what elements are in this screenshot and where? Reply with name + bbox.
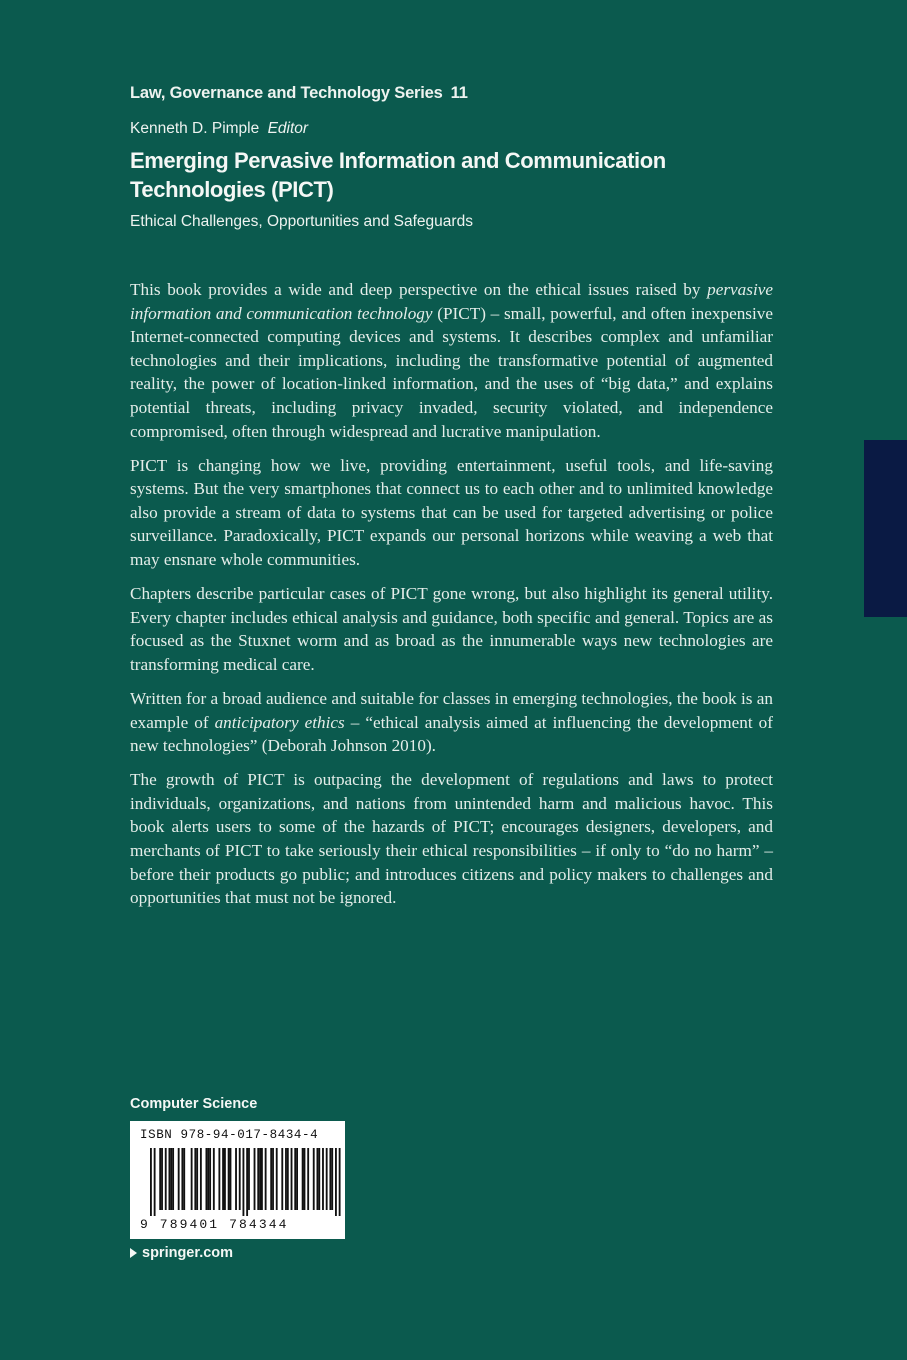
- barcode-bar: [307, 1148, 309, 1210]
- barcode-bar: [170, 1148, 172, 1210]
- barcode-bar: [239, 1148, 241, 1210]
- blurb-paragraph-1: This book provides a wide and deep perspective on the ethical issues raised by pervasive information and communication technology (PICT) – small, powerful, and often inexpensive Internet-connected computing devices and systems. It describes complex and unfamiliar technologies and their implications, including the transformative potential of augmented reality, the power of location-linked information, and the uses of “big data,” and explains potential threats, including privacy invaded, security violated, and independence compromised, often through widespread and lucrative manipulation.: [130, 280, 773, 441]
- arrow-right-icon: [130, 1248, 137, 1258]
- editor-role: Editor: [267, 120, 309, 137]
- barcode-bar: [261, 1148, 263, 1210]
- barcode-bar: [246, 1148, 248, 1216]
- barcode-bar: [254, 1148, 256, 1210]
- barcode-bar: [181, 1148, 183, 1210]
- barcode-bar: [313, 1148, 315, 1210]
- barcode-bar: [159, 1148, 161, 1210]
- barcode-bar: [270, 1148, 272, 1210]
- subject-category: Computer Science: [130, 1096, 258, 1112]
- series-name: Law, Governance and Technology Series: [130, 84, 443, 102]
- barcode-bar: [209, 1148, 211, 1210]
- barcode-bar: [302, 1148, 304, 1210]
- editor-line: [130, 120, 308, 138]
- barcode-bar: [335, 1148, 337, 1216]
- blurb-paragraph-4: Written for a broad audience and suitable for classes in emerging technologies, the book is an example of anticipatory ethics – “ethical analysis aimed at influencing the development of new technologies” (Deborah Johnson 2010).: [130, 689, 773, 756]
- barcode-bar: [196, 1148, 198, 1210]
- barcode-bar: [281, 1148, 283, 1210]
- barcode-bar: [294, 1148, 296, 1210]
- barcode-bar: [235, 1148, 237, 1210]
- barcode-bar: [285, 1148, 287, 1210]
- barcode-bar: [194, 1148, 196, 1210]
- barcode-bar: [169, 1148, 171, 1210]
- barcode-bar: [191, 1148, 193, 1210]
- barcode-bar: [326, 1148, 328, 1210]
- barcode-bar: [206, 1148, 208, 1210]
- spine-tab: [864, 440, 907, 617]
- barcode: [130, 1121, 345, 1239]
- barcode-bar: [213, 1148, 215, 1210]
- blurb: [130, 278, 773, 920]
- barcode-bar: [165, 1148, 167, 1210]
- book-subtitle: Ethical Challenges, Opportunities and Safeguards: [130, 213, 473, 230]
- barcode-bar: [287, 1148, 289, 1210]
- barcode-bar: [178, 1148, 180, 1210]
- barcode-bar: [259, 1148, 261, 1210]
- barcode-bar: [248, 1148, 250, 1210]
- barcode-bar: [222, 1148, 224, 1210]
- barcode-bar: [200, 1148, 202, 1210]
- book-title: Emerging Pervasive Information and Communication Technologies (PICT): [130, 148, 666, 202]
- barcode-bar: [257, 1148, 259, 1210]
- barcode-bar: [272, 1148, 274, 1210]
- barcode-bar: [183, 1148, 185, 1210]
- barcode-bar: [230, 1148, 232, 1210]
- barcode-bar: [154, 1148, 156, 1216]
- editor-name: Kenneth D. Pimple: [130, 120, 260, 137]
- barcode-bar: [318, 1148, 320, 1210]
- blurb-paragraph-2: PICT is changing how we live, providing entertainment, useful tools, and life-saving systems. But the very smartphones that connect us to each other and to unlimited knowledge also provide a stream of data to systems that can be used for targeted advertising or police surveillance. Paradoxically, PICT expands our personal horizons while weaving a web that may ensnare whole communities.: [130, 455, 773, 570]
- barcode-bar: [296, 1148, 298, 1210]
- series-heading: [130, 84, 468, 103]
- blurb-paragraph-5: The growth of PICT is outpacing the development of regulations and laws to protect individuals, organizations, and nations from unintended harm and malicious havoc. This book alerts users to some of the hazards of PICT; encourages designers, developers, and merchants of PICT to take seriously their ethical responsibilities – if only to “do no harm” – before their products go public; and introduces citizens and policy makers to challenges and opportunities that must not be ignored.: [130, 770, 773, 908]
- isbn-label: ISBN 978-94-017-8434-4: [140, 1128, 319, 1142]
- barcode-bar: [172, 1148, 174, 1210]
- barcode-bar: [207, 1148, 209, 1210]
- barcode-bar: [218, 1148, 220, 1210]
- barcode-digits: 9 789401 784344: [140, 1217, 289, 1232]
- barcode-bar: [276, 1148, 278, 1210]
- barcode-bar: [161, 1148, 163, 1210]
- barcode-bar: [150, 1148, 152, 1216]
- barcode-bar: [317, 1148, 319, 1210]
- barcode-bar: [224, 1148, 226, 1210]
- barcode-bar: [339, 1148, 341, 1216]
- barcode-bar: [228, 1148, 230, 1210]
- publisher-url: springer.com: [142, 1245, 234, 1261]
- barcode-bar: [331, 1148, 333, 1210]
- barcode-bar: [329, 1148, 331, 1210]
- barcode-bar: [322, 1148, 324, 1210]
- barcode-bar: [291, 1148, 293, 1210]
- barcode-bar: [304, 1148, 306, 1210]
- publisher-link[interactable]: [130, 1245, 233, 1261]
- barcode-bar: [243, 1148, 245, 1216]
- blurb-paragraph-3: Chapters describe particular cases of PICT gone wrong, but also highlight its general utility. Every chapter includes ethical analysis and guidance, both specific and general. Topics are as focused as the Stuxnet worm and as broad as the innumerable ways new technologies are transforming medical care.: [130, 584, 773, 674]
- barcode-bar: [265, 1148, 267, 1210]
- series-number: 11: [450, 84, 468, 102]
